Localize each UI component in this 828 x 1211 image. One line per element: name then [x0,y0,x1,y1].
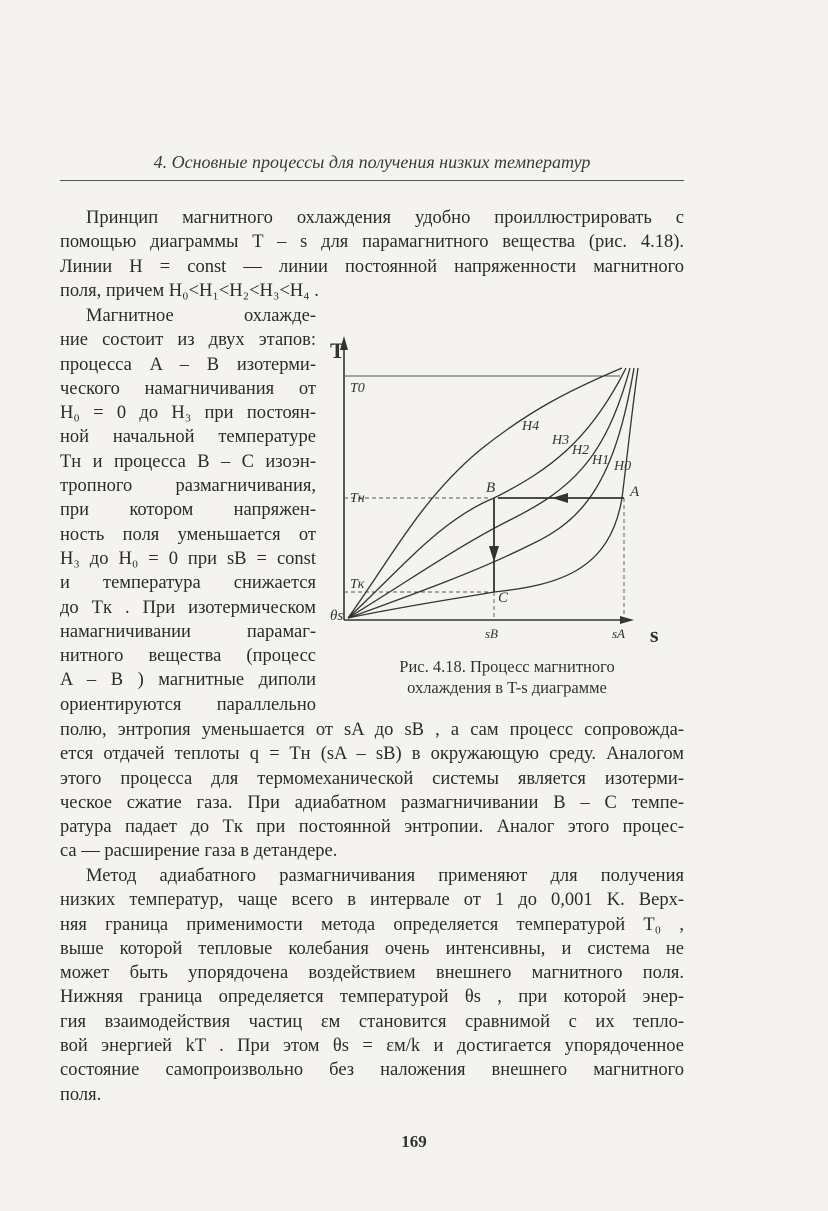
text-line: и температура снижается [60,573,316,594]
text-line: Метод адиабатного размагничивания применяют для получения [86,866,684,886]
tick-sa: sA [612,626,625,641]
text-line: намагничивании парамаг- [60,621,316,642]
curve-label-h2: H2 [572,443,590,458]
curve-label-h3: H3 [552,433,570,448]
axis-y-label: T [330,338,345,363]
text-line: до Tк . При изотермическом [60,597,316,618]
caption-line: Рис. 4.18. Процесс магнитного [399,657,615,676]
text-line: этого процесса для термомеханической системы является изотерми- [60,768,684,789]
text-line: процесса A – B изотерми- [60,354,316,375]
x-axis-arrow [620,616,634,624]
text-line: гия взаимодействия частиц εм становится сравнимой с их тепло- [60,1011,684,1032]
tick-tn: Tн [350,491,365,506]
text-line: помощью диаграммы T – s для парамагнитного вещества (рис. 4.18). [60,232,684,253]
point-c-label: C [498,590,509,606]
text-line: Нижняя граница определяется температурой θs , при которой энер- [60,987,684,1008]
curve-label-h4: H4 [522,419,540,434]
text-line: низких температур, чаще всего в интервале от 1 до 0,001 K. Верх- [60,890,684,911]
text-line: ориентируются параллельно [60,694,316,715]
paragraph-method [60,864,684,1107]
ts-diagram-svg [330,330,684,650]
text-line: H₀ = 0 до H₃ при постоян- [60,403,316,424]
text-line: ческое сжатие газа. При адиабатном размагничивании B – C темпе- [60,792,684,813]
text-line: ется отдачей теплоты q = Tн (sA – sB) в окружающую среду. Аналогом [60,744,684,765]
text-line: может быть упорядочена воздействием внешнего магнитного поля. [60,963,684,984]
running-header: 4. Основные процессы для получения низких температур [153,152,591,172]
text-line: H₃ до H₀ = 0 при sB = const [60,548,316,569]
curve-h4 [348,368,622,618]
origin-label: θs [330,608,344,624]
text-line: Линии H = const — линии постоянной напряженности магнитного [60,256,684,277]
text-line: нитного вещества (процесс [60,646,316,667]
text-line: вой энергией kT . При этом θs = εм/k и достигается упорядоченное [60,1036,684,1057]
caption-line: охлаждения в T-s диаграмме [407,678,607,697]
paragraph-intro [60,206,684,303]
text-line: ческого намагничивания от [60,378,316,399]
text-line: ние состоит из двух этапов: [60,330,316,351]
text-line: няя граница применимости метода определяется температурой T₀ , [60,914,684,935]
text-line: Магнитное охлажде- [86,306,316,326]
text-line: ность поля уменьшается от [60,524,316,545]
header-rule [60,180,684,181]
curve-label-h0: H0 [614,459,632,474]
page-number: 169 [401,1132,427,1151]
tick-tk: Tк [350,577,365,592]
figure-ts-diagram [330,330,684,710]
text-line: ной начальной температуре [60,427,316,448]
text-line: поля. [60,1084,102,1105]
text-line: полю, энтропия уменьшается от sA до sB , а сам процесс сопровожда- [60,720,684,740]
curve-label-h1: H1 [592,453,610,468]
point-b-label: B [486,480,496,496]
text-line: состояние самопроизвольно без наложения внешнего магнитного [60,1060,684,1081]
text-line: ратура падает до Tк при постоянной энтропии. Аналог этого процес- [60,817,684,838]
tick-sb: sB [485,626,498,641]
text-line: A – B ) магнитные диполи [60,670,316,691]
text-line: поля, причем H₀<H₁<H₂<H₃<H₄ . [60,280,319,301]
paragraph-continuation [60,718,684,864]
paragraph-wrap-left [60,304,316,717]
tick-t0: T0 [350,381,365,396]
text-line: тропного размагничивания, [60,476,316,497]
axis-x-label: s [650,622,659,647]
text-line: Tн и процесса B – C изоэн- [60,451,316,472]
figure-caption [330,656,684,698]
text-line: Принцип магнитного охлаждения удобно проиллюстрировать с [86,208,684,228]
text-line: при котором напряжен- [60,500,316,521]
text-line: выше которой тепловые колебания очень интенсивны, и система не [60,938,684,959]
text-line: са — расширение газа в детандере. [60,841,338,862]
point-a-label: A [630,484,640,500]
